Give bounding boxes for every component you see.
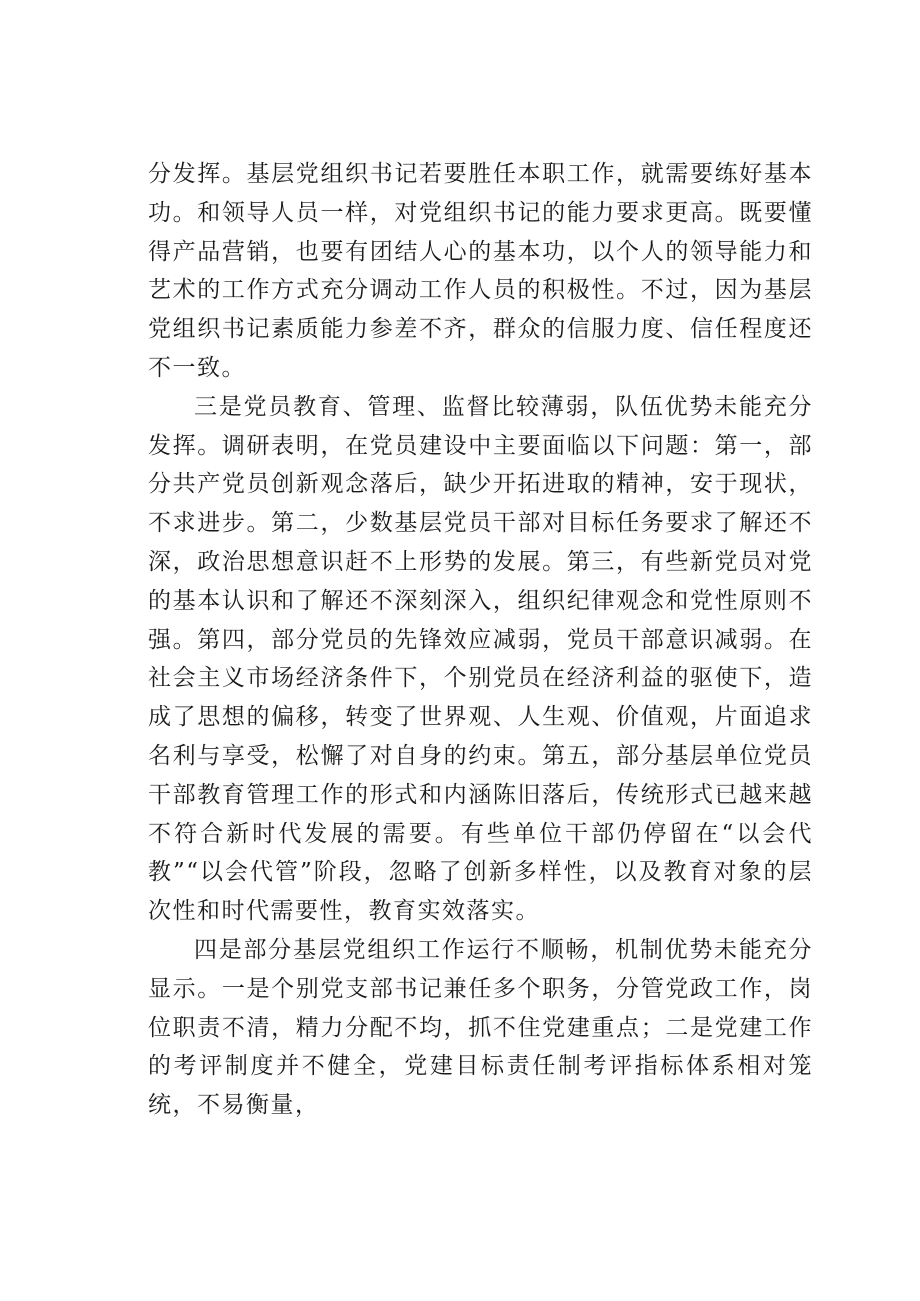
paragraph-2: 三是党员教育、管理、监督比较薄弱，队伍优势未能充分发挥。调研表明，在党员建设中主要面临以下问题：第一，部分共产党员创新观念落后，缺少开拓进取的精神，安于现状，不求进步。第二，少数基层党员干部对目标任务要求了解还不深，政治思想意识赶不上形势的发展。第三，有些新党员对党的基本认识和了解还不深刻深入，组织纪律观念和党性原则不强。第四，部分党员的先锋效应减弱，党员干部意识减弱。在社会主义市场经济条件下，个别党员在经济利益的驱使下，造成了思想的偏移，转变了世界观、人生观、价值观，片面追求名利与享受，松懈了对自身的约束。第五，部分基层单位党员干部教育管理工作的形式和内涵陈旧落后，传统形式已越来越不符合新时代发展的需要。有些单位干部仍停留在“以会代教”“以会代管”阶段，忽略了创新多样性，以及教育对象的层次性和时代需要性，教育实效落实。 — [148, 393, 813, 925]
paragraph-3: 四是部分基层党组织工作运行不顺畅，机制优势未能充分显示。一是个别党支部书记兼任多个职务，分管党政工作，岗位职责不清，精力分配不均，抓不住党建重点；二是党建工作的考评制度并不健全，党建目标责任制考评指标体系相对笼统，不易衡量， — [148, 936, 813, 1119]
document-body — [148, 155, 813, 1125]
paragraph-1: 分发挥。基层党组织书记若要胜任本职工作，就需要练好基本功。和领导人员一样，对党组织书记的能力要求更高。既要懂得产品营销，也要有团结人心的基本功，以个人的领导能力和艺术的工作方式充分调动工作人员的积极性。不过，因为基层党组织书记素质能力参差不齐，群众的信服力度、信任程度还不一致。 — [148, 161, 813, 381]
